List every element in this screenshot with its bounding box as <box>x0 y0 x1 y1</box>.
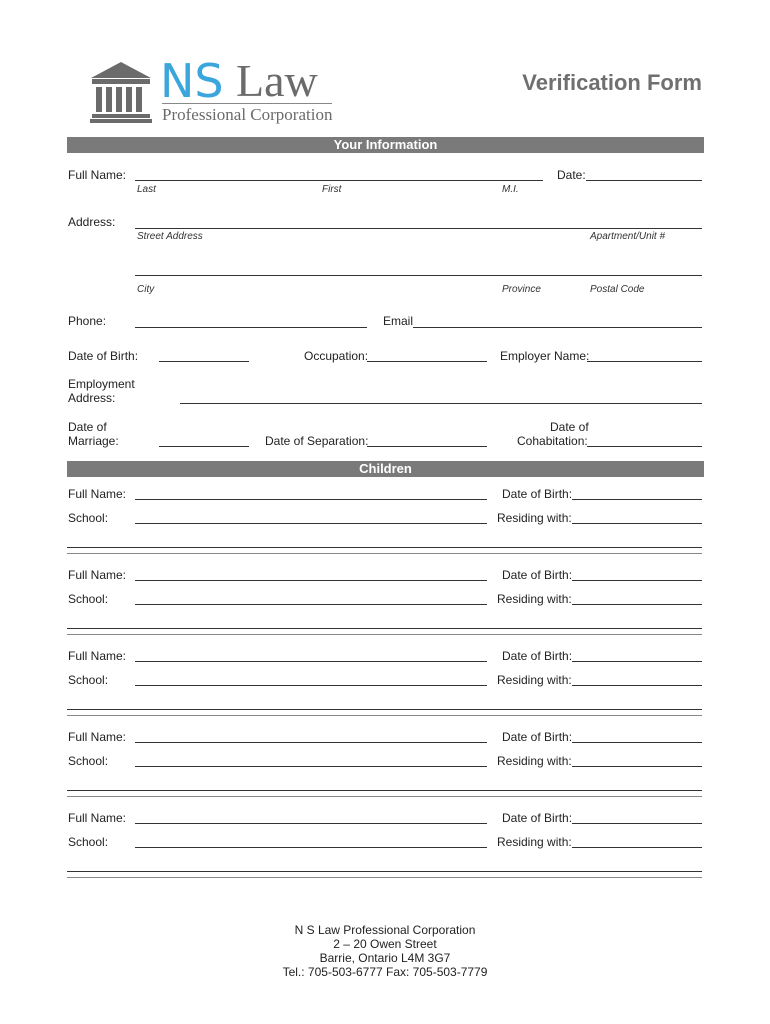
child-school-label: School: <box>68 511 109 525</box>
child-school-field[interactable] <box>135 847 487 848</box>
marriage-date-field[interactable] <box>159 446 249 447</box>
marriage-label-1: Date of <box>68 420 107 434</box>
footer-line-4: Tel.: 705-503-6777 Fax: 705-503-7779 <box>282 965 488 979</box>
dob-label: Date of Birth: <box>68 349 139 363</box>
child-full-name-field[interactable] <box>135 499 487 500</box>
street-address-field[interactable] <box>135 228 702 229</box>
phone-label: Phone: <box>68 314 107 328</box>
child-extra-line[interactable] <box>67 871 702 872</box>
child-residing-label: Residing with: <box>497 592 572 606</box>
cohabitation-label-1: Date of <box>550 420 589 434</box>
address-label: Address: <box>68 215 116 229</box>
child-residing-label: Residing with: <box>497 511 572 525</box>
child-dob-label: Date of Birth: <box>502 487 573 501</box>
child-school-field[interactable] <box>135 766 487 767</box>
child-school-field[interactable] <box>135 523 487 524</box>
first-sublabel: First <box>322 184 342 195</box>
child-school-field[interactable] <box>135 685 487 686</box>
employment-address-label-1: Employment <box>68 377 135 391</box>
postal-sublabel: Postal Code <box>590 284 645 295</box>
child-residing-field[interactable] <box>572 685 702 686</box>
child-full-name-label: Full Name: <box>68 811 127 825</box>
phone-field[interactable] <box>135 327 367 328</box>
logo-law-text: Law <box>236 55 318 106</box>
page-title: Verification Form <box>522 70 702 95</box>
child-school-label: School: <box>68 835 109 849</box>
child-full-name-label: Full Name: <box>68 730 127 744</box>
occupation-label: Occupation: <box>304 349 369 363</box>
child-separator-line <box>67 553 702 554</box>
employer-label: Employer Name: <box>500 349 590 363</box>
child-dob-label: Date of Birth: <box>502 811 573 825</box>
child-separator-line <box>67 634 702 635</box>
footer-line-3: Barrie, Ontario L4M 3G7 <box>319 951 451 965</box>
child-full-name-field[interactable] <box>135 823 487 824</box>
child-dob-field[interactable] <box>572 499 702 500</box>
child-full-name-label: Full Name: <box>68 649 127 663</box>
marriage-label-2: Marriage: <box>68 434 119 448</box>
child-residing-field[interactable] <box>572 766 702 767</box>
child-dob-label: Date of Birth: <box>502 568 573 582</box>
apt-sublabel: Apartment/Unit # <box>590 231 666 242</box>
child-full-name-label: Full Name: <box>68 487 127 501</box>
child-school-label: School: <box>68 673 109 687</box>
separation-date-field[interactable] <box>367 446 487 447</box>
logo-subtitle: Professional Corporation <box>162 105 333 124</box>
child-full-name-field[interactable] <box>135 661 487 662</box>
child-dob-label: Date of Birth: <box>502 730 573 744</box>
child-full-name-label: Full Name: <box>68 568 127 582</box>
child-school-field[interactable] <box>135 604 487 605</box>
child-school-label: School: <box>68 754 109 768</box>
date-field[interactable] <box>586 180 702 181</box>
email-label: Email <box>383 314 414 328</box>
footer-line-2: 2 – 20 Owen Street <box>333 937 437 951</box>
child-residing-field[interactable] <box>572 523 702 524</box>
occupation-field[interactable] <box>367 361 487 362</box>
child-dob-field[interactable] <box>572 580 702 581</box>
logo <box>88 54 348 126</box>
child-residing-label: Residing with: <box>497 835 572 849</box>
separation-label: Date of Separation: <box>265 434 369 448</box>
dob-field[interactable] <box>159 361 249 362</box>
full-name-field[interactable] <box>135 180 543 181</box>
child-residing-field[interactable] <box>572 847 702 848</box>
child-extra-line[interactable] <box>67 628 702 629</box>
street-sublabel: Street Address <box>137 231 203 242</box>
child-separator-line <box>67 877 702 878</box>
cohabitation-label-2: Cohabitation: <box>517 434 588 448</box>
footer-line-1: N S Law Professional Corporation <box>294 923 476 937</box>
child-separator-line <box>67 796 702 797</box>
child-residing-label: Residing with: <box>497 754 572 768</box>
section-your-information: Your Information <box>67 137 704 153</box>
section-children: Children <box>67 461 704 477</box>
province-sublabel: Province <box>502 284 541 295</box>
employer-field[interactable] <box>587 361 702 362</box>
child-residing-label: Residing with: <box>497 673 572 687</box>
child-extra-line[interactable] <box>67 709 702 710</box>
child-school-label: School: <box>68 592 109 606</box>
last-sublabel: Last <box>137 184 156 195</box>
child-extra-line[interactable] <box>67 790 702 791</box>
city-sublabel: City <box>137 284 155 295</box>
child-extra-line[interactable] <box>67 547 702 548</box>
courthouse-icon <box>88 60 154 124</box>
mi-sublabel: M.I. <box>502 184 519 195</box>
city-province-field[interactable] <box>135 275 702 276</box>
employment-address-field[interactable] <box>180 403 702 404</box>
child-residing-field[interactable] <box>572 604 702 605</box>
logo-rule <box>162 103 332 104</box>
child-dob-field[interactable] <box>572 661 702 662</box>
child-dob-label: Date of Birth: <box>502 649 573 663</box>
child-dob-field[interactable] <box>572 742 702 743</box>
cohabitation-date-field[interactable] <box>587 446 702 447</box>
date-label: Date: <box>557 168 586 182</box>
child-separator-line <box>67 715 702 716</box>
employment-address-label-2: Address: <box>68 391 116 405</box>
child-full-name-field[interactable] <box>135 580 487 581</box>
child-dob-field[interactable] <box>572 823 702 824</box>
full-name-label: Full Name: <box>68 168 127 182</box>
child-full-name-field[interactable] <box>135 742 487 743</box>
logo-ns-text: NS <box>160 54 224 108</box>
email-field[interactable] <box>413 327 702 328</box>
